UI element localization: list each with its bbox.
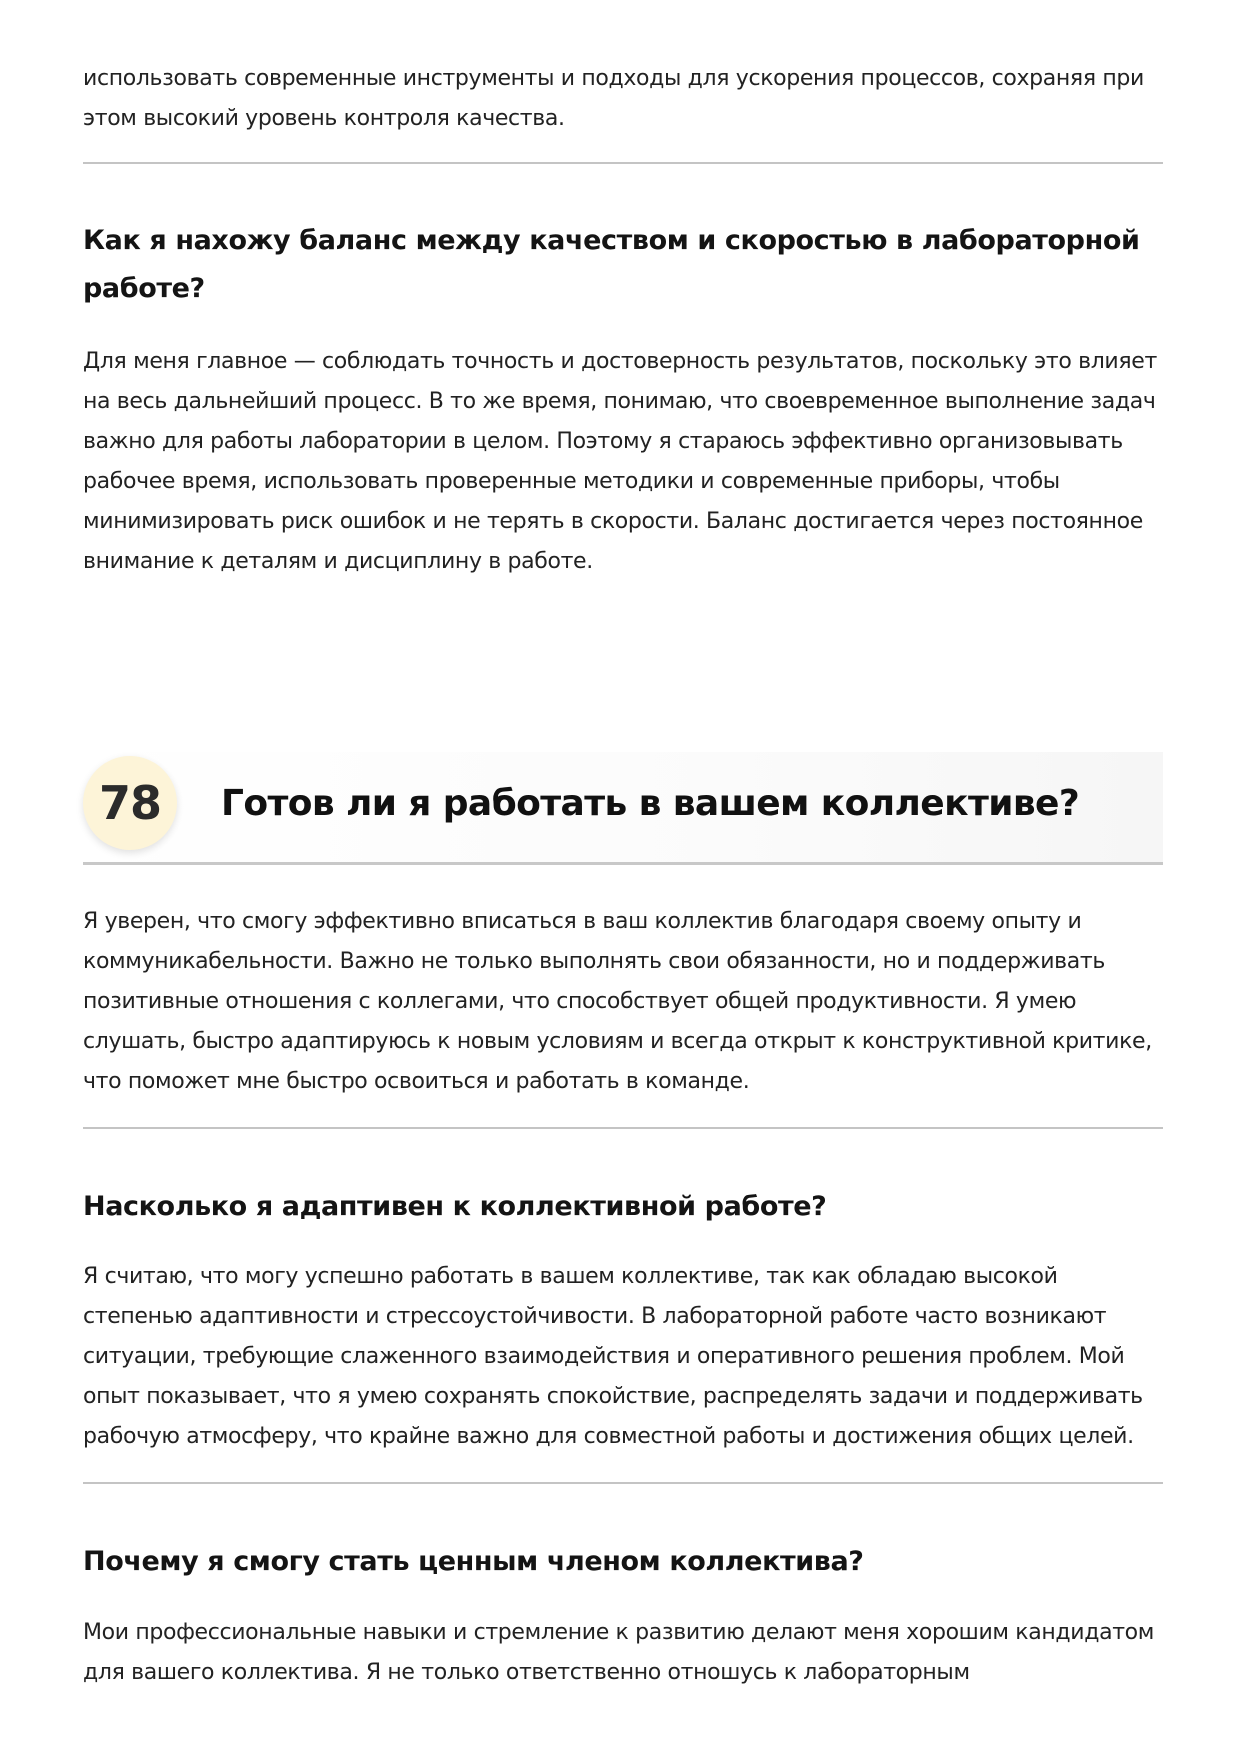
- adaptive-question-heading: Насколько я адаптивен к коллективной работе?: [83, 1191, 827, 1222]
- section-divider: [83, 162, 1163, 164]
- chapter-intro-paragraph: Я уверен, что смогу эффективно вписаться в ваш коллектив благодаря своему опыту и коммуникабельности. Важно не только выполнять свои обязанности, но и поддерживать позитивные отношения с коллегами, что способствует общей продуктивности. Я умею слушать, быстро адаптируюсь к новым условиям и всегда открыт к конструктивной критике, что поможет мне быстро освоиться и работать в команде.: [83, 909, 1152, 1094]
- chapter-number-badge: 78: [83, 756, 177, 850]
- balance-question-heading: Как я нахожу баланс между качеством и скоростью в лабораторной работе?: [83, 225, 1140, 304]
- adaptive-answer-paragraph: Я считаю, что могу успешно работать в вашем коллективе, так как обладаю высокой степенью адаптивности и стрессоустойчивости. В лабораторной работе часто возникают ситуации, требующие слаженного взаимодействия и оперативного решения проблем. Мой опыт показывает, что я умею сохранять спокойствие, распределять задачи и поддерживать рабочую атмосферу, что крайне важно для совместной работы и достижения общих целей.: [83, 1264, 1143, 1449]
- chapter-header: [83, 752, 1163, 865]
- section-divider: [83, 1127, 1163, 1129]
- valuable-question-heading: Почему я смогу стать ценным членом коллектива?: [83, 1546, 864, 1577]
- balance-answer-paragraph: Для меня главное — соблюдать точность и достоверность результатов, поскольку это влияет на весь дальнейший процесс. В то же время, понимаю, что своевременное выполнение задач важно для работы лаборатории в целом. Поэтому я стараюсь эффективно организовывать рабочее время, использовать проверенные методики и современные приборы, чтобы минимизировать риск ошибок и не терять в скорости. Баланс достигается через постоянное внимание к деталям и дисциплину в работе.: [83, 349, 1157, 574]
- valuable-answer-paragraph: Мои профессиональные навыки и стремление к развитию делают меня хорошим кандидатом для вашего коллектива. Я не только ответственно отношусь к лабораторным: [83, 1620, 1155, 1685]
- chapter-title: Готов ли я работать в вашем коллективе?: [221, 783, 1080, 824]
- intro-paragraph: использовать современные инструменты и подходы для ускорения процессов, сохраняя при этом высокий уровень контроля качества.: [83, 66, 1144, 131]
- section-divider: [83, 1482, 1163, 1484]
